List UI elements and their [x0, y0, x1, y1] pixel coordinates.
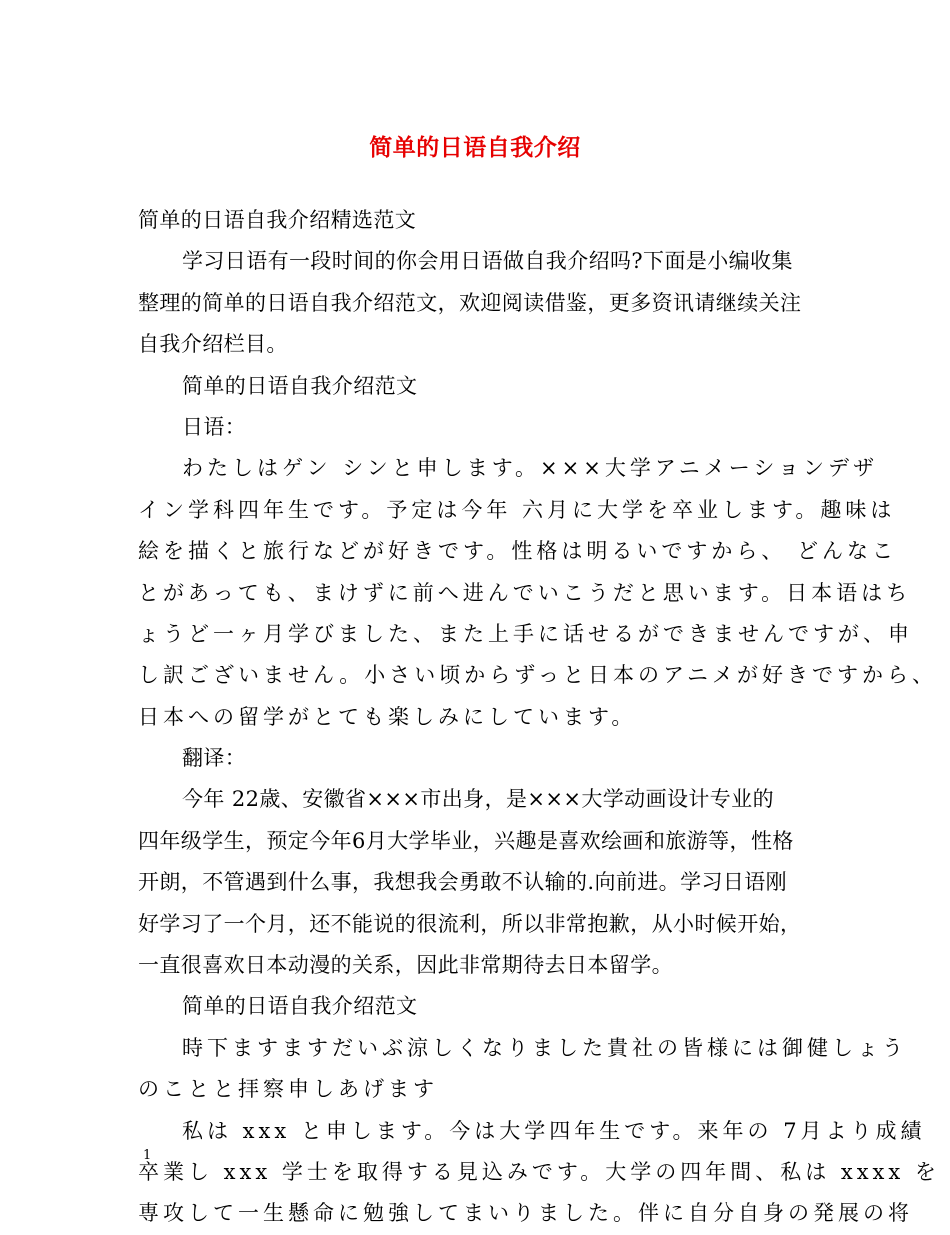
text-line: 日语： — [182, 414, 247, 439]
text-line: のことと拝察申しあげます — [138, 1077, 438, 1102]
text-line: 専攻して一生懸命に勉強してまいりました。伴に自分自身の発展の将 — [138, 1201, 913, 1226]
text-line: 時下ますますだいぶ涼しくなりました貴社の皆様には御健しょう — [182, 1035, 907, 1060]
document-body — [138, 200, 940, 1235]
text-line: し訳ございません。小さい顷からずっと日本のアニメが好きですから、 — [138, 663, 937, 688]
text-line: 翻译： — [182, 746, 247, 771]
text-line: 四年级学生，预定今年6月大学毕业，兴趣是喜欢绘画和旅游等，性格 — [138, 828, 794, 853]
text-line: 简单的日语自我介绍精选范文 — [138, 208, 417, 232]
text-line: 日本への留学がとても楽しみにしています。 — [138, 704, 637, 729]
text-line: ょうど一ヶ月学びました、また上手に话せるができませんですが、申 — [138, 621, 913, 646]
text-line: 今年 22歳、安徽省×××市出身，是×××大学动画设计专业的 — [182, 787, 774, 812]
text-line: 絵を描くと旅行などが好きです。性格は明るいですから、 どんなこ — [138, 539, 897, 564]
text-line: イン学科四年生です。予定は今年 六月に大学を卒业します。趣味は — [138, 497, 896, 522]
text-line: 开朗，不管遇到什么事，我想我会勇敢不认输的.向前进。学习日语刚 — [138, 870, 788, 895]
text-line: 卒業し xxx 学士を取得する見込みです。大学の四年間、私は xxxx を — [138, 1159, 940, 1184]
text-line: わたしはゲン シンと申します。×××大学アニメーションデザ — [182, 456, 878, 481]
text-line: 私は xxx と申します。今は大学四年生です。来年の 7月より成績 — [182, 1118, 926, 1143]
text-line: 学习日语有一段时间的你会用日语做自我介绍吗?下面是小编收集 — [182, 249, 793, 274]
text-line: 一直很喜欢日本动漫的关系，因此非常期待去日本留学。 — [138, 953, 673, 978]
document-title: 简单的日语自我介绍 — [369, 135, 581, 161]
text-line: 自我介绍栏目。 — [138, 332, 288, 357]
section-heading: 简单的日语自我介绍范文 — [182, 373, 418, 398]
text-line: 整理的简单的日语自我介绍范文，欢迎阅读借鉴，更多资讯请继续关注 — [138, 290, 802, 315]
page-number: 1 — [143, 1148, 152, 1163]
text-line: 好学习了一个月，还不能说的很流利，所以非常抱歉，从小时候开始， — [138, 911, 802, 936]
section-heading: 简单的日语自我介绍范文 — [182, 994, 418, 1019]
text-line: とがあっても、まけずに前へ进んでいこうだと思います。日本语はち — [138, 580, 912, 605]
